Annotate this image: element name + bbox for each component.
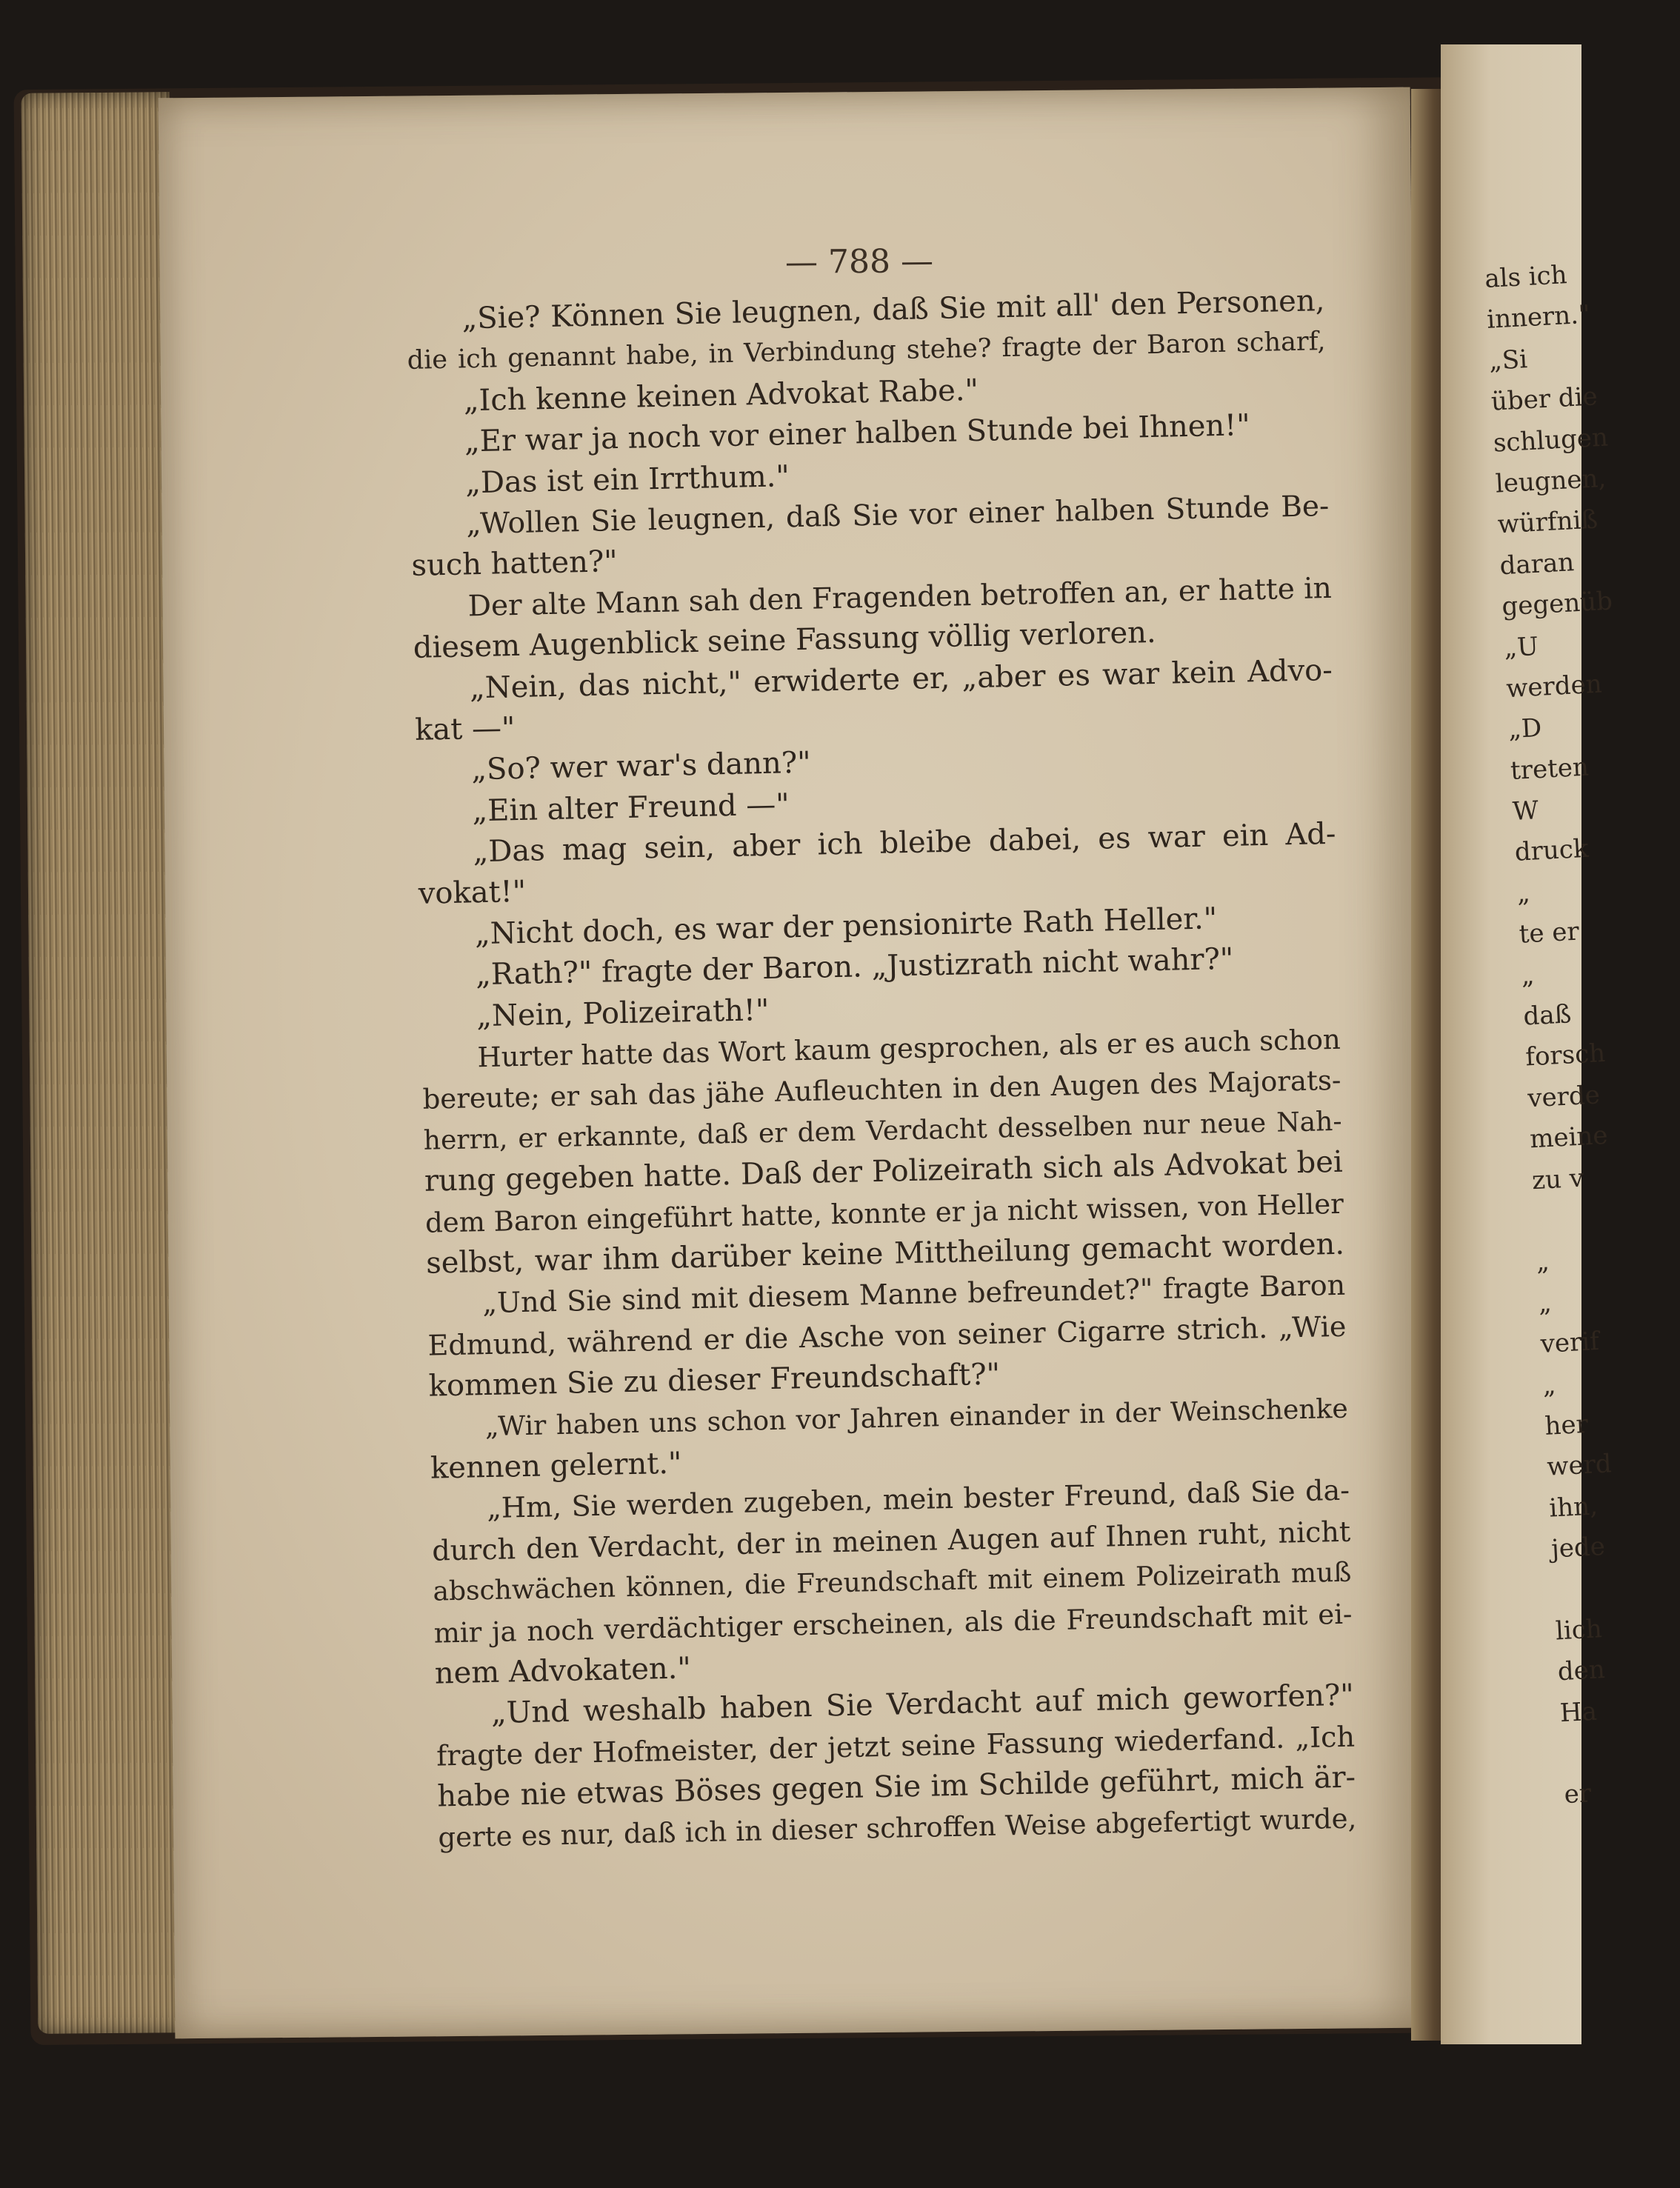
- text-line: nem Advokaten.": [434, 1651, 692, 1691]
- page-number: — 788 —: [784, 242, 934, 281]
- facing-text-fragment: W: [1512, 796, 1540, 827]
- facing-text-fragment: innern.": [1486, 300, 1591, 336]
- text-line: „Nein, Polizeirath!": [476, 993, 770, 1033]
- facing-text-fragment: „: [1541, 1370, 1557, 1401]
- facing-text-fragment: „: [1520, 960, 1536, 991]
- text-line: bereute; er sah das jähe Aufleuchten in den Augen des Majorats-: [422, 1064, 1341, 1116]
- facing-text-fragment: den: [1556, 1655, 1606, 1687]
- facing-text-fragment: forsch: [1524, 1038, 1607, 1073]
- facing-text-fragment: werden: [1505, 669, 1603, 704]
- text-line: vokat!": [418, 875, 527, 912]
- facing-text-fragment: „D: [1507, 713, 1543, 745]
- text-line: gerte es nur, daß ich in dieser schroffen Weise abgefertigt wurde,: [438, 1803, 1357, 1854]
- facing-text-fragment: daran: [1499, 547, 1576, 581]
- text-line: Hurter hatte das Wort kaum gesprochen, als er es auch schon: [476, 1023, 1341, 1074]
- facing-text-fragment: te er: [1518, 916, 1580, 950]
- facing-text-fragment: verde: [1527, 1080, 1601, 1114]
- facing-text-fragment: [1561, 1730, 1648, 1775]
- text-line: die ich genannt habe, in Verbindung stehe? fragte der Baron scharf,: [407, 327, 1326, 376]
- text-line: „So? wer war's dann?": [470, 745, 812, 787]
- facing-text-fragment: daß: [1522, 999, 1573, 1032]
- text-line: „Rath?" fragte der Baron. „Justizrath nicht wahr?": [475, 942, 1234, 993]
- facing-text-fragment: [1533, 1197, 1621, 1242]
- text-line: „Ich kenne keinen Advokat Rabe.": [463, 373, 979, 418]
- text-line: such hatten?": [411, 544, 619, 584]
- text-line: herrn, er erkannte, daß er dem Verdacht desselben nur neue Nah-: [423, 1106, 1342, 1156]
- text-line: dem Baron eingeführt hatte, konnte er ja nicht wissen, von Heller: [424, 1187, 1344, 1239]
- text-line: Der alte Mann sah den Fragenden betroffen an, er hatte in: [467, 571, 1333, 624]
- facing-text-fragment: lich: [1555, 1614, 1603, 1647]
- facing-text-fragment: druck: [1513, 834, 1590, 868]
- text-line: „Das ist ein Irrthum.": [464, 458, 790, 500]
- facing-text-fragment: treten: [1510, 752, 1590, 786]
- text-line: „Hm, Sie werden zugeben, mein bester Freund, daß Sie da-: [486, 1474, 1350, 1525]
- facing-text-fragment: [1553, 1566, 1640, 1611]
- facing-text-fragment: „: [1535, 1247, 1550, 1278]
- facing-text-fragment: werd: [1546, 1449, 1613, 1483]
- text-line: „Nicht doch, es war der pensionirte Rath Heller.": [474, 901, 1218, 952]
- text-line: selbst, war ihm darüber keine Mittheilung gemacht worden.: [425, 1227, 1345, 1281]
- page-text: [406, 281, 1357, 1858]
- text-line: kat —": [414, 710, 516, 747]
- text-line: kennen gelernt.": [430, 1446, 682, 1486]
- text-line: durch den Verdacht, der in meinen Augen auf Ihnen ruht, nicht: [431, 1515, 1351, 1567]
- facing-text-fragment: verif: [1539, 1327, 1600, 1360]
- text-line: fragte der Hofmeister, der jetzt seine Fassung wiederfand. „Ich: [436, 1720, 1356, 1772]
- facing-text-fragment: würfniß: [1496, 504, 1599, 540]
- text-line: „Wollen Sie leugnen, daß Sie vor einer halben Stunde Be-: [465, 489, 1330, 541]
- facing-text-fragment: „Si: [1488, 344, 1528, 376]
- text-line: „Das mag sein, aber ich bleibe dabei, es war ein Ad-: [473, 816, 1336, 870]
- facing-text-fragment: leugnen,: [1494, 463, 1607, 499]
- text-line: rung gegeben hatte. Daß der Polizeirath sich als Advokat bei: [424, 1144, 1344, 1198]
- facing-text-fragment: als ich: [1484, 260, 1568, 294]
- facing-text-fragment: über die: [1490, 381, 1599, 417]
- text-line: „Wir haben uns schon vor Jahren einander in der Weinschenke: [484, 1393, 1349, 1442]
- facing-text-fragment: Ha: [1559, 1696, 1598, 1728]
- text-line: „Ein alter Freund —": [471, 787, 790, 828]
- text-line: mir ja noch verdächtiger erscheinen, als die Freundschaft mit ei-: [433, 1598, 1353, 1650]
- text-line: „Er war ja noch vor einer halben Stunde bei Ihnen!": [464, 408, 1251, 459]
- text-line: „Sie? Können Sie leugnen, daß Sie mit all' den Personen,: [461, 284, 1325, 336]
- facing-text-fragment: gegenüb: [1501, 586, 1613, 622]
- facing-text-fragment: „: [1537, 1287, 1553, 1318]
- facing-text-fragment: zu v: [1531, 1163, 1584, 1195]
- text-line: „Nein, das nicht," erwiderte er, „aber es war kein Advo-: [469, 653, 1333, 705]
- text-line: „Und weshalb haben Sie Verdacht auf mich geworfen?": [490, 1678, 1355, 1731]
- facing-text-fragment: meine: [1529, 1121, 1609, 1155]
- facing-text-fragment: her: [1544, 1409, 1589, 1441]
- text-line: habe nie etwas Böses gegen Sie im Schilde geführt, mich är-: [436, 1760, 1356, 1814]
- text-line: diesem Augenblick seine Fassung völlig verloren.: [413, 616, 1157, 666]
- facing-text-fragment: jede: [1550, 1531, 1606, 1564]
- facing-text-fragment: „U: [1503, 631, 1539, 663]
- facing-text-fragment: er: [1563, 1778, 1593, 1810]
- facing-text-fragment: schlugen: [1492, 422, 1609, 458]
- facing-text-fragment: ihn,: [1548, 1491, 1599, 1524]
- facing-text-fragment: „: [1516, 878, 1531, 909]
- text-line: abschwächen können, die Freundschaft mit einem Polizeirath muß: [433, 1557, 1352, 1607]
- text-line: Edmund, während er die Asche von seiner Cigarre strich. „Wie: [427, 1310, 1347, 1362]
- text-line: kommen Sie zu dieser Freundschaft?": [428, 1357, 1001, 1404]
- text-line: „Und Sie sind mit diesem Manne befreundet?" fragte Baron: [481, 1269, 1346, 1320]
